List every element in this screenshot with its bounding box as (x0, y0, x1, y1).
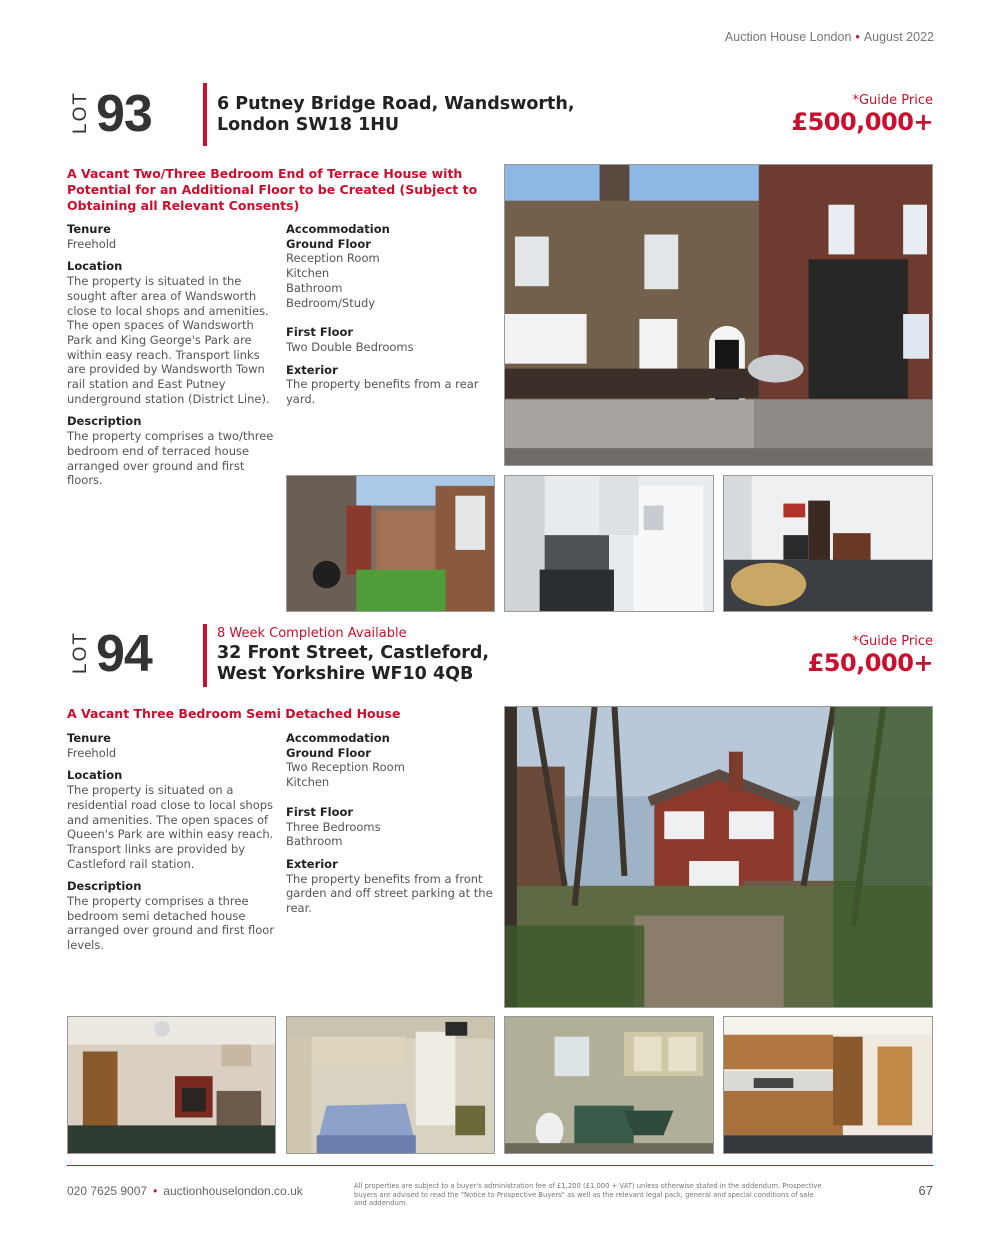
lot-subtitle (67, 706, 400, 722)
page-number: 67 (918, 1183, 933, 1198)
location-line: Queen's Park are within easy reach. (67, 827, 274, 842)
details-left-column (67, 222, 279, 488)
description-line: arranged over ground and first floor (67, 923, 275, 938)
first-floor-room: Bathroom (286, 834, 343, 849)
ground-floor-room: Reception Room (286, 251, 380, 266)
description-line: floors. (67, 473, 103, 488)
exterior-heading: Exterior (286, 362, 338, 377)
lot-label: LOT (70, 631, 91, 674)
subtitle-line: Obtaining all Relevant Consents) (67, 198, 300, 213)
accommodation-heading: Accommodation (286, 731, 390, 745)
location-line: The property is situated on a (67, 783, 234, 798)
footer-contact (67, 1184, 303, 1198)
first-floor-heading: First Floor (286, 325, 354, 340)
guide-price-label: *Guide Price (852, 634, 933, 649)
address-line-2: London SW18 1HU (217, 115, 400, 135)
first-floor-room: Two Double Bedrooms (286, 339, 414, 354)
description-line: levels. (67, 938, 104, 953)
location-line: and amenities. The open spaces of (67, 812, 269, 827)
location-line: are provided by Wandsworth Town (67, 362, 265, 377)
ground-floor-room: Kitchen (286, 775, 330, 790)
ground-floor-room: Two Reception Room (286, 760, 405, 775)
description-heading: Description (67, 414, 142, 429)
accommodation-heading: Accommodation (286, 222, 390, 236)
completion-note: 8 Week Completion Available (217, 626, 407, 641)
details-right-column (286, 222, 498, 407)
subtitle-line: A Vacant Two/Three Bedroom End of Terrace House with (67, 166, 463, 181)
first-floor-heading: First Floor (286, 804, 354, 819)
location-line: close to local shops and amenities. (67, 303, 269, 318)
location-line: The property is situated in the (67, 274, 242, 289)
details-right-column (286, 731, 498, 916)
ground-floor-heading: Ground Floor (286, 236, 371, 251)
location-line: Castleford rail station. (67, 856, 195, 871)
location-line: sought after area of Wandsworth (67, 288, 257, 303)
description-line: bedroom semi detached house (67, 908, 246, 923)
lot-address (217, 94, 575, 136)
page-header (725, 30, 934, 44)
legal-line: and addendum. (354, 1199, 408, 1207)
lot-subtitle (67, 166, 477, 214)
location-line: underground station (District Line). (67, 391, 270, 406)
kitchen-photo[interactable] (723, 1016, 933, 1154)
exterior-photo[interactable] (504, 706, 933, 1008)
lot-divider-bar (203, 83, 207, 146)
lot-label: LOT (70, 91, 91, 134)
ground-floor-room: Bedroom/Study (286, 295, 376, 310)
exterior-line: rear. (286, 901, 312, 916)
exterior-line: The property benefits from a front (286, 871, 483, 886)
bedroom-photo[interactable] (286, 1016, 495, 1154)
location-line: within easy reach. Transport links (67, 347, 260, 362)
exterior-photo[interactable] (504, 164, 933, 466)
location-heading: Location (67, 768, 123, 783)
lot-number: 93 (96, 85, 152, 143)
guide-price-label: *Guide Price (852, 93, 933, 108)
description-line: bedroom end of terraced house (67, 443, 250, 458)
tenure-heading: Tenure (67, 731, 111, 745)
ground-floor-room: Bathroom (286, 280, 343, 295)
lot-number: 94 (96, 625, 152, 683)
separator-dot: • (855, 30, 860, 44)
issue-date: August 2022 (863, 30, 934, 44)
location-line: Park and King George's Park are (67, 332, 252, 347)
description-line: The property comprises a two/three (67, 429, 274, 444)
reception-room-photo[interactable] (723, 475, 933, 612)
first-floor-room: Three Bedrooms (286, 819, 381, 834)
footer-divider (67, 1165, 933, 1166)
bathroom-photo[interactable] (504, 1016, 714, 1154)
tenure-value: Freehold (67, 745, 117, 760)
exterior-line: garden and off street parking at the (286, 886, 493, 901)
kitchen-photo[interactable] (504, 475, 714, 612)
address-line-1: 6 Putney Bridge Road, Wandsworth, (217, 94, 575, 114)
address-line-2: West Yorkshire WF10 4QB (217, 664, 474, 684)
legal-line: buyers are advised to read the "Notice to Prospective Buyers" as well as the relevant legal pack, general and special conditions of sale (354, 1190, 814, 1199)
location-line: The open spaces of Wandsworth (67, 318, 254, 333)
description-heading: Description (67, 879, 142, 894)
exterior-line: yard. (286, 392, 316, 407)
guide-price-value: £500,000+ (791, 108, 933, 136)
lot-address (217, 643, 489, 685)
details-left-column (67, 731, 279, 953)
legal-line: All properties are subject to a buyer's administration fee of £1,200 (£1,000 + VAT) unless otherwise stated in the addendum. Prospective (354, 1182, 822, 1190)
legal-notice (354, 1182, 844, 1208)
phone-number[interactable]: 020 7625 9007 (67, 1184, 148, 1198)
location-line: Transport links are provided by (67, 841, 246, 856)
location-heading: Location (67, 259, 123, 274)
subtitle-line: Potential for an Additional Floor to be Created (Subject to (67, 182, 478, 197)
separator-dot: • (153, 1184, 158, 1198)
tenure-heading: Tenure (67, 222, 111, 236)
ground-floor-heading: Ground Floor (286, 745, 371, 760)
description-line: The property comprises a three (67, 894, 249, 909)
location-line: rail station and East Putney (67, 377, 226, 392)
lot-divider-bar (203, 624, 207, 687)
exterior-heading: Exterior (286, 856, 338, 871)
address-line-1: 32 Front Street, Castleford, (217, 643, 490, 663)
guide-price-value: £50,000+ (807, 649, 933, 677)
description-line: arranged over ground and first (67, 458, 245, 473)
publisher-name: Auction House London (724, 30, 852, 44)
location-line: residential road close to local shops (67, 797, 274, 812)
subtitle-line: A Vacant Three Bedroom Semi Detached House (67, 706, 401, 721)
ground-floor-room: Kitchen (286, 266, 330, 281)
reception-room-photo[interactable] (67, 1016, 276, 1154)
exterior-line: The property benefits from a rear (286, 377, 479, 392)
website-link[interactable]: auctionhouselondon.co.uk (163, 1184, 303, 1198)
rear-yard-photo[interactable] (286, 475, 495, 612)
tenure-value: Freehold (67, 236, 117, 251)
